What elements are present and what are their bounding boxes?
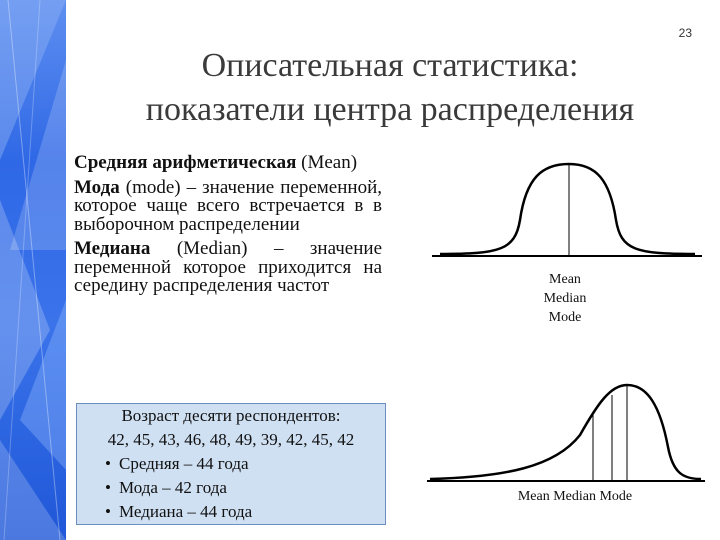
bullet-glyph: • — [105, 478, 111, 497]
decorative-sidebar — [0, 0, 66, 540]
median-definition — [74, 240, 382, 296]
mean-term: Средняя арифметическая — [74, 152, 297, 173]
symmetric-curve-line — [440, 164, 695, 254]
example-heading: Возраст десяти респондентов: — [121, 406, 341, 425]
mode-term: Мода — [74, 176, 120, 198]
example-mode: Мода – 42 года — [119, 478, 227, 497]
example-values: 42, 45, 43, 46, 48, 49, 39, 42, 45, 42 — [107, 430, 355, 449]
sidebar-pattern — [0, 0, 66, 540]
slide-title — [80, 44, 700, 132]
median-label: Median — [543, 291, 587, 306]
mode-description: (mode) – значение переменной, которое чаще всего встречается в в выборочном распределении — [74, 176, 382, 235]
symmetric-distribution-curve — [430, 150, 710, 265]
symmetric-caption — [500, 270, 630, 327]
list-item — [105, 476, 385, 500]
list-item — [105, 452, 385, 476]
example-list — [77, 452, 385, 524]
skewed-curve-line — [430, 385, 701, 479]
list-item — [105, 500, 385, 524]
example-box — [76, 403, 386, 525]
slide-title-line-1: Описательная статистика: — [201, 47, 579, 84]
skewed-caption: Mean Median Mode — [517, 489, 633, 504]
bullet-glyph: • — [105, 454, 111, 473]
slide-title-line-2: показатели центра распределения — [145, 91, 635, 128]
bullet-glyph: • — [105, 502, 111, 521]
mean-description: (Mean) — [301, 152, 358, 173]
example-median: Медиана – 44 года — [119, 502, 253, 521]
mean-definition — [74, 154, 382, 173]
median-term: Медиана — [74, 238, 151, 259]
mode-definition — [74, 176, 382, 235]
mode-label: Mode — [548, 310, 582, 325]
definitions-text — [74, 154, 382, 296]
skewed-distribution-curve — [425, 375, 710, 487]
mean-label: Mean — [549, 272, 581, 287]
page-number: 23 — [678, 26, 692, 40]
example-mean: Средняя – 44 года — [119, 454, 249, 473]
median-description: (Median) – значение переменной которое приходится на середину распределения частот — [74, 238, 382, 296]
